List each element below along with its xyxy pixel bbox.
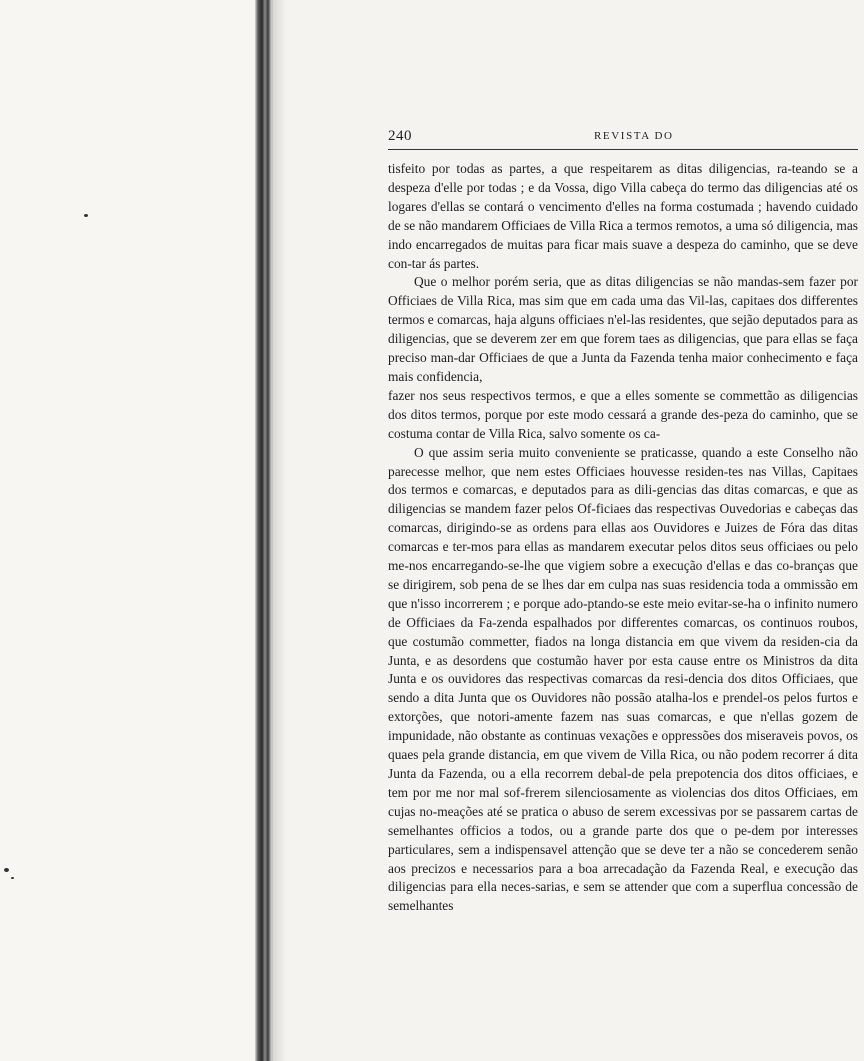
ink-speck — [84, 214, 88, 217]
ink-speck — [11, 877, 14, 879]
page-number: 240 — [388, 128, 412, 144]
body-text — [388, 160, 858, 916]
running-head — [388, 128, 856, 144]
paragraph: tisfeito por todas as partes, a que respeitarem as ditas diligencias, ra-teando se a despeza d'elle por todas ; e da Vossa, digo Villa cabeça do termo das diligencias até os logares d'ellas se contará o vencimento d'elles na forma costumada ; havendo cuidado de se não mandarem Officiaes de Villa Rica a termos remotos, a uma só diligencia, mas indo encarregados de muitas para ficar mais suave a despeza do caminho, que se deve con-tar ás partes. — [388, 161, 858, 271]
running-title: REVISTA DO — [594, 130, 674, 142]
paragraph: O que assim seria muito conveniente se praticasse, quando a este Conselho não parecesse melhor, que nem estes Officiaes houvesse residen-tes nas Villas, Capitaes dos termos e comarcas, e deputados para as dili-gencias das ditas comarcas, e que as diligencias se mandem fazer pelos Of-ficiaes das respectivas Ouvedorias e cabeças das comarcas, dirigindo-se as ordens para ellas aos Ouvidores e Juizes de Fóra das ditas comarcas e ter-mos para ellas as mandarem executar pelos ditos seus officiaes ou pelo me-nos encarregando-se-lhe que vigiem sobre a execução d'ellas e das co-branças que se dirigirem, sob pena de se lhes dar em culpa nas suas residencia toda a ommissão em que n'isso incorrerem ; e porque ado-ptando-se este meio evitar-se-ha o infinito numero de Officiaes da Fa-zenda espalhados por differentes comarcas, os continuos roubos, que costumão commetter, fiados na longa distancia em que vivem da residen-cia da Junta, e as desordens que costumão haver por esta cause entre os Ministros da dita Junta e os ouvidores das respectivas comarcas da resi-dencia dos ditos Officiaes, que sendo a dita Junta que os Ouvidores não possão atalha-los e prendel-os pelos furtos e extorções, que notori-amente fazem nas suas comarcas, e que n'ellas gozem de impunidade, não obstante as continuas vexações e oppressões dos miseraveis povos, os quaes pela grande distancia, em que vivem de Villa Rica, ou não podem recorrer á dita Junta da Fazenda, ou a ella recorrem debal-de pela prepotencia dos ditos officiaes, e tem por me nor mal sof-frerem silenciosamente as violencias dos ditos Officiaes, em cujas no-meações até se pratica o abuso de serem excessivas por se passarem cartas de semelhantes officios a todos, ou a grande parte dos que o pe-dem por interesses particulares, sem a indispensavel attenção que se deve ter a não se concederem senão aos precizos e necessarios para a boa arrecadação da Fazenda Real, e execução das diligencias para ella neces-sarias, e sem se attender que com a superflua concessão de semelhantes — [388, 444, 858, 914]
paragraph: Que o melhor porém seria, que as ditas diligencias se não mandas-sem fazer por Officiaes de Villa Rica, mas sim que em cada uma das Vil-las, capitaes dos differentes termos e comarcas, haja alguns officiaes n'el-las residentes, que sejão deputados para as diligencias, que se deverem zer em que forem taes as diligencias, que para ellas se faça preciso man-dar Officiaes de que a Junta da Fazenda tenha maior conhecimento e faça mais confidencia, — [388, 274, 858, 384]
ink-speck — [4, 868, 9, 872]
left-blank-page — [0, 0, 255, 1061]
header-rule — [388, 149, 858, 150]
gutter-shadow — [272, 0, 286, 1061]
book-spine — [255, 0, 273, 1061]
paragraph: fazer nos seus respectivos termos, e que a elles somente se commettão as diligencias dos ditos termos, porque por este modo cessará a grande des-peza do caminho, que se costuma contar de Villa Rica, salvo somente os ca- — [388, 387, 858, 441]
